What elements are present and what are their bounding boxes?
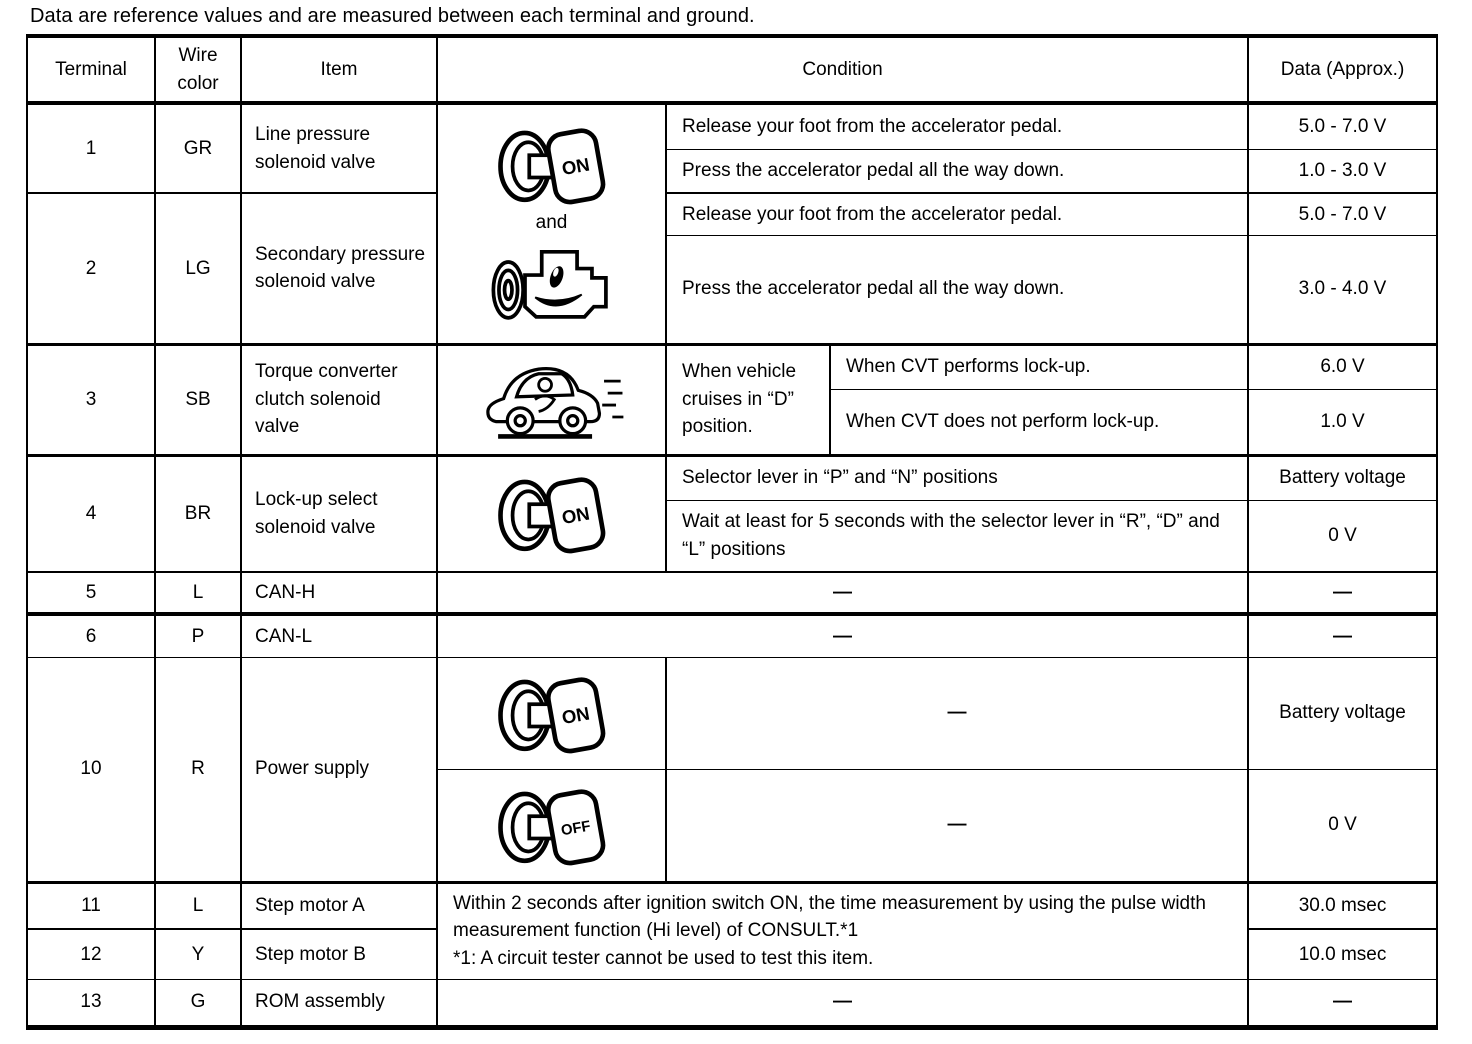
condition-icon-cell bbox=[437, 455, 666, 572]
svg-text:OFF: OFF bbox=[559, 818, 592, 839]
wire-color-cell: L bbox=[155, 882, 241, 929]
data-cell: — bbox=[1248, 614, 1437, 657]
condition-cell: — bbox=[437, 614, 1248, 657]
terminal-cell: 5 bbox=[27, 572, 155, 614]
data-cell: 5.0 - 7.0 V bbox=[1248, 193, 1437, 235]
table-row bbox=[27, 344, 1437, 389]
table-row bbox=[27, 193, 1437, 235]
sub-condition-cell: When CVT does not perform lock-up. bbox=[830, 389, 1248, 455]
header-wire-color: Wire color bbox=[155, 36, 241, 103]
car-driving-icon bbox=[476, 356, 628, 444]
svg-text:ON: ON bbox=[559, 502, 591, 529]
svg-text:ON: ON bbox=[559, 702, 591, 728]
data-cell: 3.0 - 4.0 V bbox=[1248, 235, 1437, 344]
condition-cell: Release your foot from the accelerator pedal. bbox=[666, 103, 1248, 149]
and-label: and bbox=[535, 212, 568, 234]
condition-icon-cell bbox=[437, 657, 666, 769]
page-title: Data are reference values and are measured between each terminal and ground. bbox=[30, 5, 755, 27]
terminal-data-table bbox=[26, 34, 1438, 1030]
data-cell: 6.0 V bbox=[1248, 344, 1437, 389]
item-cell: Step motor B bbox=[241, 929, 437, 979]
condition-cell: Press the accelerator pedal all the way down. bbox=[666, 149, 1248, 193]
data-cell: 30.0 msec bbox=[1248, 882, 1437, 929]
terminal-cell: 12 bbox=[27, 929, 155, 979]
terminal-cell: 10 bbox=[27, 657, 155, 882]
data-cell: — bbox=[1248, 572, 1437, 614]
ignition-key-off-icon bbox=[494, 779, 610, 872]
condition-cell: — bbox=[666, 769, 1248, 882]
wire-color-cell: G bbox=[155, 979, 241, 1027]
shared-condition-cell bbox=[437, 882, 1248, 979]
table-row bbox=[27, 572, 1437, 614]
item-cell: Torque converter clutch solenoid valve bbox=[241, 344, 437, 455]
data-cell: 5.0 - 7.0 V bbox=[1248, 103, 1437, 149]
header-item: Item bbox=[241, 36, 437, 103]
condition-main-cell: When vehicle cruises in “D” position. bbox=[666, 344, 830, 455]
item-cell: Lock-up select solenoid valve bbox=[241, 455, 437, 572]
wire-color-cell: GR bbox=[155, 103, 241, 193]
wire-color-cell: R bbox=[155, 657, 241, 882]
condition-footnote: *1: A circuit tester cannot be used to test this item. bbox=[453, 947, 874, 969]
table-row bbox=[27, 103, 1437, 149]
table-row bbox=[27, 882, 1437, 929]
wire-color-cell: P bbox=[155, 614, 241, 657]
wire-color-cell: Y bbox=[155, 929, 241, 979]
data-cell: Battery voltage bbox=[1248, 455, 1437, 500]
wire-color-cell: LG bbox=[155, 193, 241, 344]
data-cell: 1.0 - 3.0 V bbox=[1248, 149, 1437, 193]
condition-text: Within 2 seconds after ignition switch ON, the time measurement by using the pulse width measurement function (Hi level) of CONSULT.*1 bbox=[453, 892, 1206, 942]
wire-color-cell: L bbox=[155, 572, 241, 614]
data-cell: 10.0 msec bbox=[1248, 929, 1437, 979]
wire-color-cell: BR bbox=[155, 455, 241, 572]
condition-cell: — bbox=[666, 657, 1248, 769]
header-row bbox=[27, 36, 1437, 103]
ignition-key-on-icon bbox=[494, 667, 610, 760]
svg-text:ON: ON bbox=[559, 153, 591, 180]
data-cell: 1.0 V bbox=[1248, 389, 1437, 455]
table-row bbox=[27, 455, 1437, 500]
terminal-cell: 4 bbox=[27, 455, 155, 572]
data-cell: 0 V bbox=[1248, 500, 1437, 572]
sub-condition-cell: When CVT performs lock-up. bbox=[830, 344, 1248, 389]
condition-cell: — bbox=[437, 979, 1248, 1027]
wire-color-cell: SB bbox=[155, 344, 241, 455]
table-row bbox=[27, 657, 1437, 769]
ignition-key-on-icon bbox=[494, 118, 610, 211]
condition-cell: Wait at least for 5 seconds with the selector lever in “R”, “D” and “L” positions bbox=[666, 500, 1248, 572]
item-cell: Power supply bbox=[241, 657, 437, 882]
item-cell: CAN-H bbox=[241, 572, 437, 614]
item-cell: Step motor A bbox=[241, 882, 437, 929]
header-terminal: Terminal bbox=[27, 36, 155, 103]
condition-cell: Release your foot from the accelerator pedal. bbox=[666, 193, 1248, 235]
terminal-cell: 3 bbox=[27, 344, 155, 455]
table-row bbox=[27, 614, 1437, 657]
item-cell: CAN-L bbox=[241, 614, 437, 657]
condition-cell: Selector lever in “P” and “N” positions bbox=[666, 455, 1248, 500]
data-cell: 0 V bbox=[1248, 769, 1437, 882]
terminal-cell: 13 bbox=[27, 979, 155, 1027]
condition-cell: — bbox=[437, 572, 1248, 614]
data-cell: — bbox=[1248, 979, 1437, 1027]
condition-icon-cell bbox=[437, 769, 666, 882]
terminal-cell: 6 bbox=[27, 614, 155, 657]
item-cell: Secondary pressure solenoid valve bbox=[241, 193, 437, 344]
ignition-and-engine-icon-group bbox=[440, 118, 663, 329]
header-condition: Condition bbox=[437, 36, 1248, 103]
ignition-key-on-icon bbox=[494, 467, 610, 560]
item-cell: ROM assembly bbox=[241, 979, 437, 1027]
terminal-cell: 2 bbox=[27, 193, 155, 344]
header-data: Data (Approx.) bbox=[1248, 36, 1437, 103]
terminal-cell: 11 bbox=[27, 882, 155, 929]
table-row bbox=[27, 979, 1437, 1027]
condition-icon-cell bbox=[437, 103, 666, 344]
engine-icon bbox=[484, 236, 619, 329]
terminal-cell: 1 bbox=[27, 103, 155, 193]
data-cell: Battery voltage bbox=[1248, 657, 1437, 769]
item-cell: Line pressure solenoid valve bbox=[241, 103, 437, 193]
condition-icon-cell bbox=[437, 344, 666, 455]
condition-cell: Press the accelerator pedal all the way down. bbox=[666, 235, 1248, 344]
